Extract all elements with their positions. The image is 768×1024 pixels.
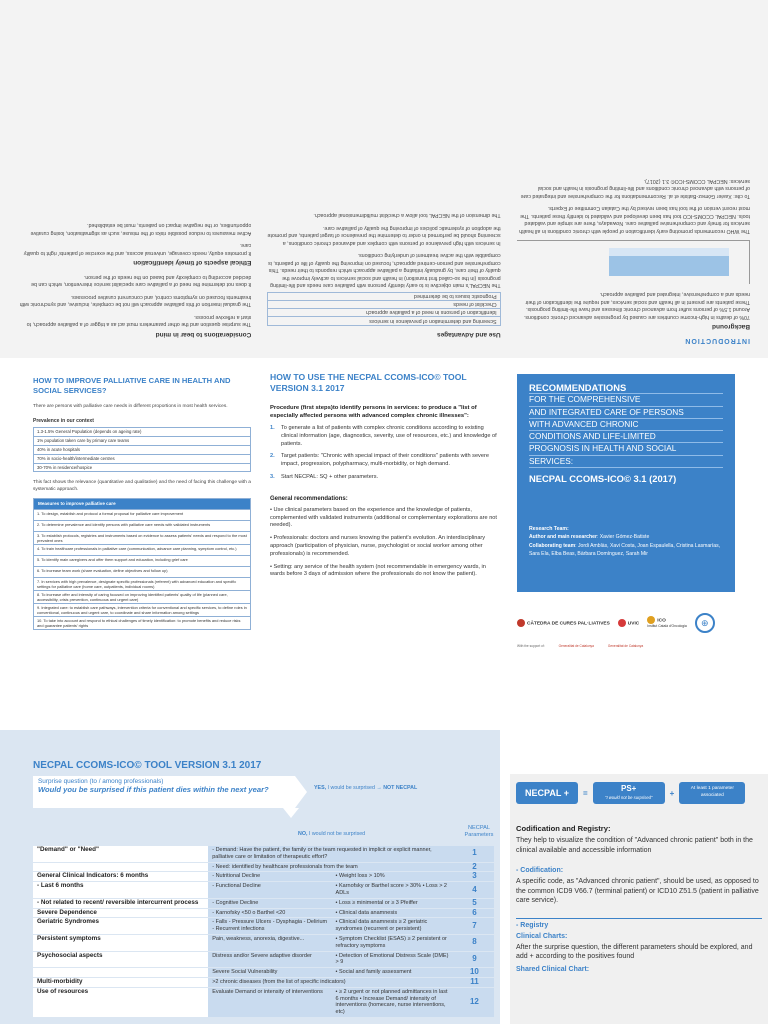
table-cell: - Last 6 months [33,882,208,899]
use-text-3: The dimension of the NECPAL tool allow a checklist multidimensional approach. [313,212,501,219]
cover-line: FOR THE COMPREHENSIVE [529,394,723,406]
table-cell: 6 [455,908,494,918]
generalitat-logo: Generalitat de Catalunya [558,644,594,648]
list-item: • Use clinical parameters based on the experience and the knowledge of patients, complemented with validated instruments (additional or complementary explorations are not needed). [270,506,497,529]
list-item: • Setting: any service of the health system (not recommendable in emergency wards, in wards before 3 days of admission where the professionals do not know the patient). [270,563,486,578]
table-cell: >2 chronic diseases (from the list of specific indicators) [208,977,455,987]
measure-item: 10. To take into account and respond to ethical challenges of timely identification: to promote benefits and reduce risks and guarantee patients' rights [34,616,250,629]
clinical-charts-label: Clinical Charts: [516,932,568,940]
palliative-improvement-column [33,370,251,724]
intro-column [517,10,750,344]
table-cell: - Karnofsky <50 o Barthel <20 [208,908,331,918]
use-row: Prognostic issues to be determined [268,294,499,302]
citation-text: To cite: Xavier Gómez-Batiste et al. Recommendations for the comprehensive and integrated care of persons with advanced chronic conditions and life-limiting prognosis in health and social services: NECPAL CCOMS-ICO© 3.1 (2017). [520,178,750,199]
cover-line: WITH ADVANCED CHRONIC [529,419,723,431]
table-cell: • Social and family assessment [332,968,455,978]
ethical-text-2: Active measures to reduce possible risks of the misuse, such as stigmatisation, losing curative opportunities, or the negative impact on patients, must be established. [30,222,252,236]
use-row: Identification of persons in need of a palliative approach [268,310,499,318]
table-row [33,862,494,872]
clinical-charts-text: After the surprise question, the different parameters should be explored, and add + according to the positives found [516,943,753,960]
table-cell: - Not related to recent/ reversible intercurrent process [33,898,208,908]
table-cell: 11 [455,977,494,987]
table-cell: Pain, weakness, anorexia, digestive... [208,934,331,951]
table-cell: • Symptom Checklist (ESAS) ≥ 2 persistent or refractory symptoms [332,934,455,951]
author-line: Author and main researcher: Xavier Gómez-Batiste [529,534,650,541]
prevalence-row: 1.3-1.5% General Population (depends on ageing rate) [37,428,142,434]
how-to-use-title: HOW TO USE THE NECPAL CCOMS-ICO© TOOL VERSION 3.1 2017 [270,372,467,393]
table-cell: Distress and/or Severe adaptive disorder [208,951,331,968]
codification-label: - Codification: [516,867,564,874]
necpal-formula [516,782,762,804]
table-row [33,951,494,968]
use-column [267,10,500,344]
table-cell [33,968,208,978]
measure-item: 5. To identify main caregivers and offer them support and education, including grief care [34,555,250,566]
table-cell: • Loss ≥ minimental or ≥ 3 Pfeiffer [332,898,455,908]
surprise-question: Would you be surprised if this patient dies within the next year? [38,785,269,794]
measure-item: 9. Integrated care: to establish care pathways, intervention criteria for conventional and specific services, to define roles in conventional, continuous and urgent care, to coordinate and share information among settings [34,603,250,616]
measure-item: 1. To design, establish and protocol a formal proposal for palliative care improvement [34,509,250,520]
measures-table [33,498,251,630]
palliative-title: HOW TO IMPROVE PALLIATIVE CARE IN HEALTH AND SOCIAL SERVICES? [33,376,231,395]
table-cell: • Detection of Emotional Distress Scale (DME) > 9 [332,951,455,968]
catedra-logo: CÀTEDRA DE CURES PAL·LIATIVES [517,619,610,627]
how-to-use-column [270,370,500,724]
rotated-introduction-panel [0,0,768,358]
cover-line: RECOMMENDATIONS [529,382,723,394]
table-cell: 1 [455,846,494,862]
use-text-1: The NECPAL's main objective is to early identify persons with palliative care needs and life-limiting prognosis (in the so-called first transition) in health and social services to actively improve the quality of their care, by gradually initiating a palliative approach which responds to their needs. This comprehensive and person-centred approach, focused on improving the quality of life of patients, is compatible with the active treatment of underlying conditions. [268,252,501,289]
table-cell: - Demand: Have the patient, the family or the team requested in implicit or explicit manner, palliative care or limitation of therapeutic effort? [208,846,455,862]
table-cell: 9 [455,951,494,968]
no-answer: NO, I would not be surprised [298,831,366,837]
prevalence-row: 1% population taken care by primary care teams [34,436,250,445]
necpal-parameters-heading: NECPAL Parameters [464,825,494,838]
measures-heading: Measures to improve palliative care [34,499,250,509]
table-cell: - Need: identified by healthcare professionals from the team [208,862,455,872]
table-cell: - Falls - Pressure Ulcers - Dysphagia - Delirium - Recurrent infections [208,918,331,935]
support-logos [517,644,735,648]
table-cell: 10 [455,968,494,978]
table-cell: 4 [455,882,494,899]
list-item: 2. Target patients: "Chronic with special impact of their conditions" patients with severe impact, progression, polypharmacy, multi-morbidity, or high demand. [270,453,489,468]
table-row [33,908,494,918]
arrow-down-icon [283,808,299,818]
codification-intro: They help to visualize the condition of "Advanced chronic patient" both in the clinical available and accessible information [516,837,753,854]
support-label: With the support of: [517,644,545,648]
table-cell: • Clinical data anamnesis [332,908,455,918]
table-cell: Psychosocial aspects [33,951,208,968]
codification-text: A specific code, as "Advanced chronic patient", should be used, as opposed to the common ICD9 V66.7 (terminal patient) or ICD10 Z51.5 (patient in palliative care service). [516,878,759,904]
background-heading: Background [712,323,750,331]
generalitat-logo: Generalitat de Catalunya [607,644,644,648]
codification-panel [510,774,768,1024]
table-cell: 5 [455,898,494,908]
procedure-text: Procedure (first steps)to identify persons in services: to produce a "list of especially affected persons with advanced complex chronic illnesses": [270,405,477,419]
collaborators-line: Collaborating team: Jordi Amblàs, Xavi Costa, Joan Espaulella, Cristina Lasmarías, Sara Ela, Elba Beas, Bàrbara Domínguez, Sarah Mir [529,543,721,557]
table-row [33,934,494,951]
table-row [33,977,494,987]
registry-label: - Registry [516,918,762,929]
ps-plus-badge: PS+ "I would not be surprised" [593,782,665,804]
table-cell: 7 [455,918,494,935]
use-heading: Use and Advantages [436,331,501,338]
cover-column [517,374,735,724]
logos-row [517,606,735,640]
use-text-2: In services with high prevalence of persons with complex and advanced chronic conditions, a screening should be performed in order to determine the prevalence of target patients, and promote the adoption of systematic policies of improving the quality of palliative care. [267,225,501,246]
background-text-2: The WHO recommends promoting early identification of people with chronic conditions in all health services for timely and comprehensive palliative care. Nowadays, there are simple and validated tools. NECPAL CCOMS-ICO tool has been developed and validated to identify these patients. The most recent version of the tool has been revised by the Catalan Committee of Experts. [519,205,750,234]
ethical-text-1: It promotes equity, needs coverage, universal access, and the exercise of patients' right to quality care. [23,242,252,256]
ethical-heading: Ethical aspects of timely identification [133,259,252,267]
table-cell: Multi-morbidity [33,977,208,987]
prevalence-row: 30-70% in residence/hospice [34,463,250,472]
table-cell: 3 [455,872,494,882]
considerations-text-1: The surprise question and the other parameters must act as a trigger of a palliative approach, to start a reflexive process. [26,314,252,328]
cover-line: CONDITIONS AND LIFE-LIMITED [529,431,723,443]
table-row [33,918,494,935]
table-cell: - Functional Decline [208,882,331,899]
prevalence-table [33,427,251,473]
necpal-plus-badge: NECPAL + [516,782,578,804]
considerations-heading: Considerations to bear in mind [155,331,252,338]
table-row [33,846,494,862]
prevalence-row: 70% in socio-health/intermediate centres [34,454,250,463]
shared-chart-label: Shared Clinical Chart: [516,965,590,973]
background-text-1: 70% of deaths in high-income countries are caused by progressive advanced chronic conditions. Around 1.5% of persons suffer from advanced chronic illnesses and have life-limiting prognosis. These patients are present in all health and social services, and require the identification of their needs and a comprehensive, integrated and palliative approach. [523,291,750,320]
table-cell: 12 [455,987,494,1017]
table-cell: "Demand" or "Need" [33,846,208,862]
necpal-parameters-table [33,846,494,1018]
use-row: Checklist of needs [268,302,499,310]
general-recommendations-heading: General recommendations: [270,495,348,502]
table-cell: Severe Dependence [33,908,208,918]
table-cell: Evaluate Demand or intensity of interventions [208,987,331,1017]
table-row [33,872,494,882]
surprise-question-box [33,776,295,808]
codification-title: Codification and Registry: [516,824,611,833]
table-cell: • Weight loss > 10% [332,872,455,882]
list-item: 1. To generate a list of patients with complex chronic conditions according to existing clinical information (age, diagnostics, severity, use of resources, etc.) and knowledge of patients. [270,425,497,447]
cover-tool-title: NECPAL CCOMS-ICO© 3.1 (2017) [529,473,677,485]
table-cell: • Karnofsky or Barthel score > 30% • Loss > 2 ADLs [332,882,455,899]
table-cell: Geriatric Syndromes [33,918,208,935]
measure-item: 6. To increase team work (share evaluation, define objectives and follow up) [34,566,250,577]
table-row [33,882,494,899]
surprise-question-label: Surprise question (to / among professionals) [38,778,164,785]
table-cell: Use of resources [33,987,208,1017]
equals-sign: = [583,788,588,798]
ico-logo: ICO Institut Català d'Oncologia [647,616,686,630]
table-cell [33,862,208,872]
tool-title: NECPAL CCOMS-ICO© TOOL VERSION 3.1 2017 [33,760,262,771]
cover-line: SERVICES: [529,456,723,468]
plus-sign: + [669,788,675,798]
measure-item: 2. To determine prevalence and identify persons with palliative care needs with validated instruments [34,520,250,531]
table-cell: - Nutritional Decline [208,872,331,882]
measure-item: 8. To increase offer and intensity of caring focused on improving identified patients' quality of life (planned care, accessibility, crisis prevention, continuous and urgent care) [34,590,250,603]
use-row: Screening and determination of prevalence in services [369,318,497,325]
considerations-text-3: It does not determine the need of a palliative care specialist service intervention, which can be decided according to complexity and based on the needs of the person. [31,274,252,288]
considerations-text-2: The gradual insertion of this palliative approach will not be complete, inclusive, and synchronic with treatments focused on symptoms control, and concurrent curative processes. [19,294,252,308]
yes-answer: YES, I would be surprised → NOT NECPAL [314,785,418,791]
list-item: • Professionals: doctors and nurses knowing the patient's evolution. An interdisciplinary approach (participation of physician, nurse, psychologist or social worker among other professionals) is recommended. [270,535,486,557]
general-recommendations [270,507,500,579]
table-row [33,968,494,978]
considerations-column [18,10,251,344]
relevance-text: This fact shows the relevance (quantitative and qualitative) and the need of facing this challenge with a systematic approach. [33,480,251,492]
table-cell: • Clinical data anamnesis ≥ 2 geriatric syndromes (recurrent or persistent) [332,918,455,935]
necpal-tool-panel [0,730,500,1024]
table-row [33,898,494,908]
measure-item: 4. To train healthcare professionals in palliative care (communication, advance care planning, symptom control, etc.) [34,544,250,555]
use-table [267,293,500,327]
table-cell: General Clinical Indicators: 6 months [33,872,208,882]
table-row [33,987,494,1017]
intro-heading: INTRODUCTION [684,337,750,344]
transition-diagram [517,240,750,284]
table-cell: - Cognitive Decline [208,898,331,908]
parameter-badge: At least 1 parameter associated [679,782,745,804]
uvic-logo: UVIC [618,619,639,627]
steps-list [270,425,500,482]
table-cell: Persistent symptoms [33,934,208,951]
prevalence-row: 40% in acute hospitals [34,445,250,454]
who-logo-icon: ⊕ [695,613,715,633]
research-team-heading: Research Team: [529,526,569,533]
cover-line: PROGNOSIS IN HEALTH AND SOCIAL [529,443,723,455]
palliative-intro: There are persons with palliative care needs in different proportions in most health services. [33,404,228,409]
arrow-right-icon [295,776,307,808]
table-cell: Severe Social Vulnerability [208,968,331,978]
measure-item: 7. In services with high prevalence, designate specific professionals (referent) with advanced education and specific settings for palliative care (home care, outpatients, individual rooms) [34,577,250,590]
cover-box [517,374,735,592]
table-cell: 2 [455,862,494,872]
cover-line: AND INTEGRATED CARE OF PERSONS [529,407,723,419]
table-cell: 8 [455,934,494,951]
table-cell: • ≥ 2 urgent or not planned admittances in last 6 months • Increase Demand/ intensity of interventions (homecare, nurse interventions, etc) [332,987,455,1017]
list-item: 3. Start NECPAL: SQ + other parameters. [270,473,379,480]
prevalence-heading: Prevalence in our context [33,417,94,424]
measure-item: 3. To establish protocols, registries and instruments based on evidence to assess patients' needs and respond to the most prevalent ones [34,531,250,544]
